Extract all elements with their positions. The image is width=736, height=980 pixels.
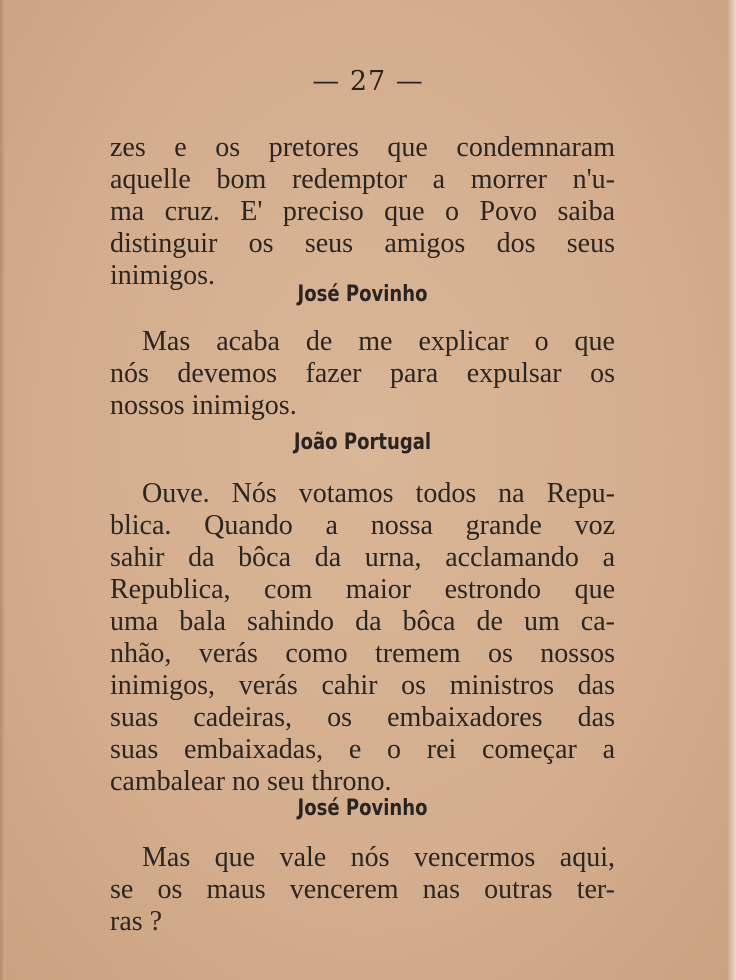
text-line: ma cruz. E' preciso que o Povo saiba bbox=[110, 196, 615, 227]
page-number: — 27 — bbox=[312, 66, 424, 97]
text-line: uma bala sahindo da bôca de um ca- bbox=[110, 606, 615, 637]
text-line: blica. Quando a nossa grande voz bbox=[110, 510, 615, 541]
text-line: suas cadeiras, os embaixadores das bbox=[110, 702, 615, 733]
text-line: sahir da bôca da urna, acclamando a bbox=[110, 542, 615, 573]
paragraph-3 bbox=[110, 478, 615, 798]
text-line: aquelle bom redemptor a morrer n'u- bbox=[110, 164, 615, 195]
text-line: ras ? bbox=[110, 906, 163, 937]
paragraph-2 bbox=[110, 326, 615, 422]
text-line: cambalear no seu throno. bbox=[110, 766, 392, 797]
text-line: distinguir os seus amigos dos seus bbox=[110, 228, 615, 259]
text-line: inimigos, verás cahir os ministros das bbox=[110, 670, 615, 701]
speaker-heading-1: José Povinho bbox=[297, 282, 428, 307]
text-line: Mas que vale nós vencermos aqui, bbox=[142, 842, 615, 873]
paragraph-1 bbox=[110, 132, 615, 292]
text-line: Ouve. Nós votamos todos na Repu- bbox=[142, 478, 615, 509]
speaker-heading-2: João Portugal bbox=[293, 430, 432, 455]
speaker-heading-3: José Povinho bbox=[297, 796, 428, 821]
text-line: Republica, com maior estrondo que bbox=[110, 574, 615, 605]
text-line: nhão, verás como tremem os nossos bbox=[110, 638, 615, 669]
text-line: inimigos. bbox=[110, 260, 216, 291]
text-line: nós devemos fazer para expulsar os bbox=[110, 358, 615, 389]
page-right-edge bbox=[728, 0, 736, 980]
paragraph-4 bbox=[110, 842, 615, 938]
text-line: nossos inimigos. bbox=[110, 390, 297, 421]
text-line: se os maus vencerem nas outras ter- bbox=[110, 874, 615, 905]
page-left-edge bbox=[0, 0, 6, 980]
text-line: zes e os pretores que condemnaram bbox=[110, 132, 615, 163]
text-line: Mas acaba de me explicar o que bbox=[142, 326, 615, 357]
text-line: suas embaixadas, e o rei começar a bbox=[110, 734, 615, 765]
